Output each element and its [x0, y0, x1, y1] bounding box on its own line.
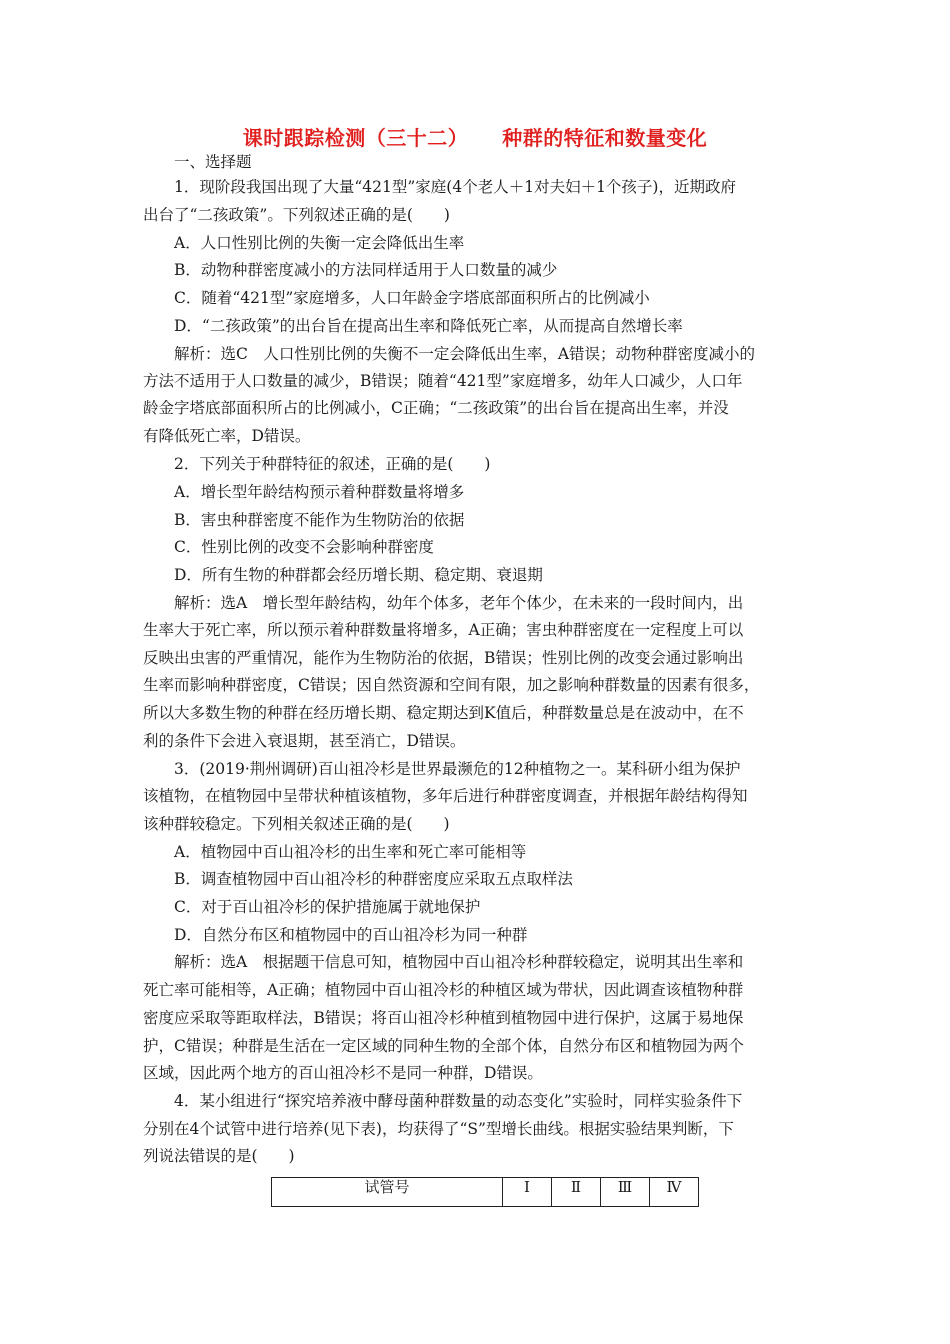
table-header-cell: Ⅲ — [601, 1178, 650, 1207]
q1-analysis: 有降低死亡率，D错误。 — [143, 427, 311, 445]
q3-line: 该植物，在植物园中呈带状种植该植物，多年后进行种群密度调查，并根据年龄结构得知 — [143, 787, 748, 805]
q2-line: 2．下列关于种群特征的叙述，正确的是( ) — [174, 455, 491, 473]
q2-option-c: C．性别比例的改变不会影响种群密度 — [174, 538, 434, 556]
title-main: 课时跟踪检测（三十二） — [242, 126, 469, 150]
q2-option-d: D．所有生物的种群都会经历增长期、稳定期、衰退期 — [174, 566, 543, 584]
test-tube-table — [271, 1177, 699, 1207]
q3-option-d: D．自然分布区和植物园中的百山祖冷杉为同一种群 — [174, 926, 528, 944]
table-row — [272, 1178, 699, 1207]
q2-option-b: B．害虫种群密度不能作为生物防治的依据 — [174, 511, 465, 529]
q3-analysis: 护，C错误；种群是生活在一定区域的同种生物的全部个体，自然分布区和植物园为两个 — [143, 1037, 744, 1055]
q3-analysis: 解析：选A 根据题干信息可知，植物园中百山祖冷杉种群较稳定，说明其出生率和 — [174, 953, 744, 971]
q1-analysis: 解析：选C 人口性别比例的失衡不一定会降低出生率，A错误；动物种群密度减小的 — [174, 345, 756, 363]
q4-line: 列说法错误的是( ) — [143, 1147, 295, 1165]
q1-line: 出台了“二孩政策”。下列叙述正确的是( ) — [143, 206, 450, 224]
q3-option-a: A．植物园中百山祖冷杉的出生率和死亡率可能相等 — [174, 843, 527, 861]
q4-line: 分别在4个试管中进行培养(见下表)，均获得了“S”型增长曲线。根据实验结果判断，下 — [143, 1120, 734, 1138]
table-header-cell: Ⅳ — [650, 1178, 699, 1207]
q2-analysis: 生率大于死亡率，所以预示着种群数量将增多，A正确；害虫种群密度在一定程度上可以 — [143, 621, 744, 639]
q2-analysis: 利的条件下会进入衰退期，甚至消亡，D错误。 — [143, 732, 466, 750]
q2-analysis: 反映出虫害的严重情况，能作为生物防治的依据，B错误；性别比例的改变会通过影响出 — [143, 649, 744, 667]
q3-option-b: B．调查植物园中百山祖冷杉的种群密度应采取五点取样法 — [174, 870, 573, 888]
document-title — [0, 122, 950, 151]
title-sub: 种群的特征和数量变化 — [502, 126, 708, 150]
q3-analysis: 密度应采取等距取样法，B错误；将百山祖冷杉种植到植物园中进行保护，这属于易地保 — [143, 1009, 744, 1027]
q1-option-c: C．随着“421型”家庭增多，人口年龄金字塔底部面积所占的比例减小 — [174, 289, 650, 307]
q1-option-a: A．人口性别比例的失衡一定会降低出生率 — [174, 234, 465, 252]
q3-analysis: 死亡率可能相等，A正确；植物园中百山祖冷杉的种植区域为带状，因此调查该植物种群 — [143, 981, 744, 999]
table-header-cell: 试管号 — [272, 1178, 503, 1207]
q3-option-c: C．对于百山祖冷杉的保护措施属于就地保护 — [174, 898, 481, 916]
q1-option-d: D．“二孩政策”的出台旨在提高出生率和降低死亡率，从而提高自然增长率 — [174, 317, 683, 335]
section-heading: 一、选择题 — [174, 153, 252, 171]
q1-line: 1．现阶段我国出现了大量“421型”家庭(4个老人＋1对夫妇＋1个孩子)，近期政府 — [174, 178, 736, 196]
q2-analysis: 解析：选A 增长型年龄结构，幼年个体多，老年个体少，在未来的一段时间内，出 — [174, 594, 744, 612]
q1-analysis: 龄金字塔底部面积所占的比例减小，C正确；“二孩政策”的出台旨在提高出生率，并没 — [143, 399, 729, 417]
table-header-cell: Ⅰ — [503, 1178, 552, 1207]
table-header-cell: Ⅱ — [552, 1178, 601, 1207]
q3-analysis: 区域，因此两个地方的百山祖冷杉不是同一种群，D错误。 — [143, 1064, 543, 1082]
q1-analysis: 方法不适用于人口数量的减少，B错误；随着“421型”家庭增多，幼年人口减少，人口年 — [143, 372, 743, 390]
q2-analysis: 所以大多数生物的种群在经历增长期、稳定期达到K值后，种群数量总是在波动中，在不 — [143, 704, 744, 722]
q4-line: 4．某小组进行“探究培养液中酵母菌种群数量的动态变化”实验时，同样实验条件下 — [174, 1092, 743, 1110]
q3-line: 3．(2019·荆州调研)百山祖冷杉是世界最濒危的12种植物之一。某科研小组为保护 — [174, 760, 741, 778]
q3-line: 该种群较稳定。下列相关叙述正确的是( ) — [143, 815, 450, 833]
q1-option-b: B．动物种群密度减小的方法同样适用于人口数量的减少 — [174, 261, 558, 279]
q2-analysis: 生率而影响种群密度，C错误；因自然资源和空间有限，加之影响种群数量的因素有很多， — [143, 676, 760, 694]
q2-option-a: A．增长型年龄结构预示着种群数量将增多 — [174, 483, 465, 501]
